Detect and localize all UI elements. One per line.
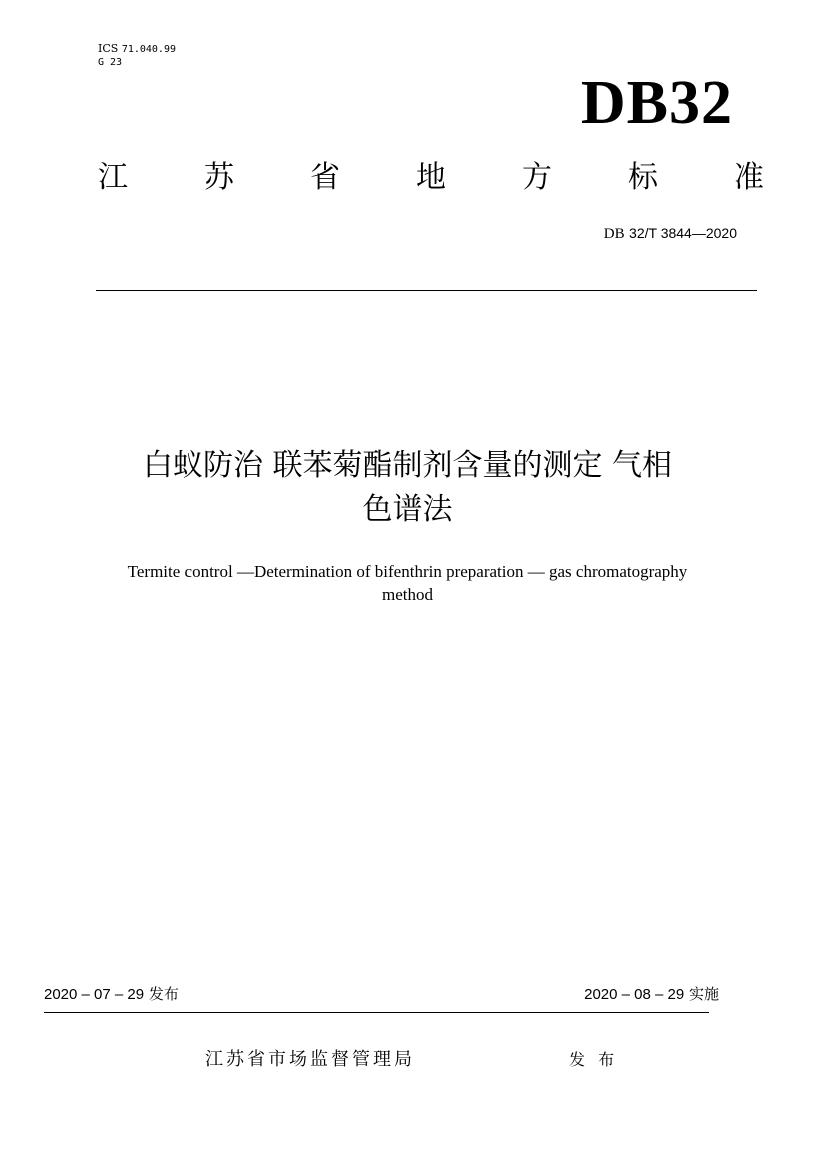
footer-divider [44,1012,709,1013]
standard-number-value: 32/T 3844—2020 [629,225,737,241]
effective-label: 实施 [688,985,719,1003]
standard-type-heading [98,158,764,198]
chinese-title-line-1: 白蚁防治 联苯菊酯制剂含量的测定 气相 [142,448,673,483]
publish-label: 发布 [148,985,179,1003]
standard-type-char: 江 [98,160,128,195]
publish-date [44,984,179,1005]
ccs-code: G 23 [98,57,123,68]
standard-type-char: 地 [416,160,446,195]
standard-number-prefix: DB [603,226,625,242]
standard-type-char: 苏 [204,160,234,195]
chinese-title-line-2: 色谱法 [362,492,453,527]
english-title-line-2: method [382,585,433,604]
ics-line [98,42,176,56]
ics-label: ICS [98,42,119,55]
effective-date-value: 2020 – 08 – 29 [584,986,685,1003]
issue-label: 发 布 [569,1050,619,1069]
chinese-title [60,444,755,532]
classification-codes [98,42,176,69]
header-divider [96,290,757,291]
standard-number [604,224,737,243]
issuing-authority: 江苏省市场监督管理局 [205,1049,415,1070]
standard-type-char: 省 [310,160,340,195]
ics-code: 71.040.99 [121,44,176,55]
english-title [60,560,755,606]
standard-type-char: 准 [734,160,764,195]
english-title-line-1: Termite control —Determination of bifenthrin preparation — gas chromatography [127,562,688,581]
standard-type-char: 方 [522,160,552,195]
standard-type-char: 标 [628,160,658,195]
effective-date [584,984,719,1005]
db-code-logo: DB32 [580,69,733,137]
publish-date-value: 2020 – 07 – 29 [44,986,145,1003]
